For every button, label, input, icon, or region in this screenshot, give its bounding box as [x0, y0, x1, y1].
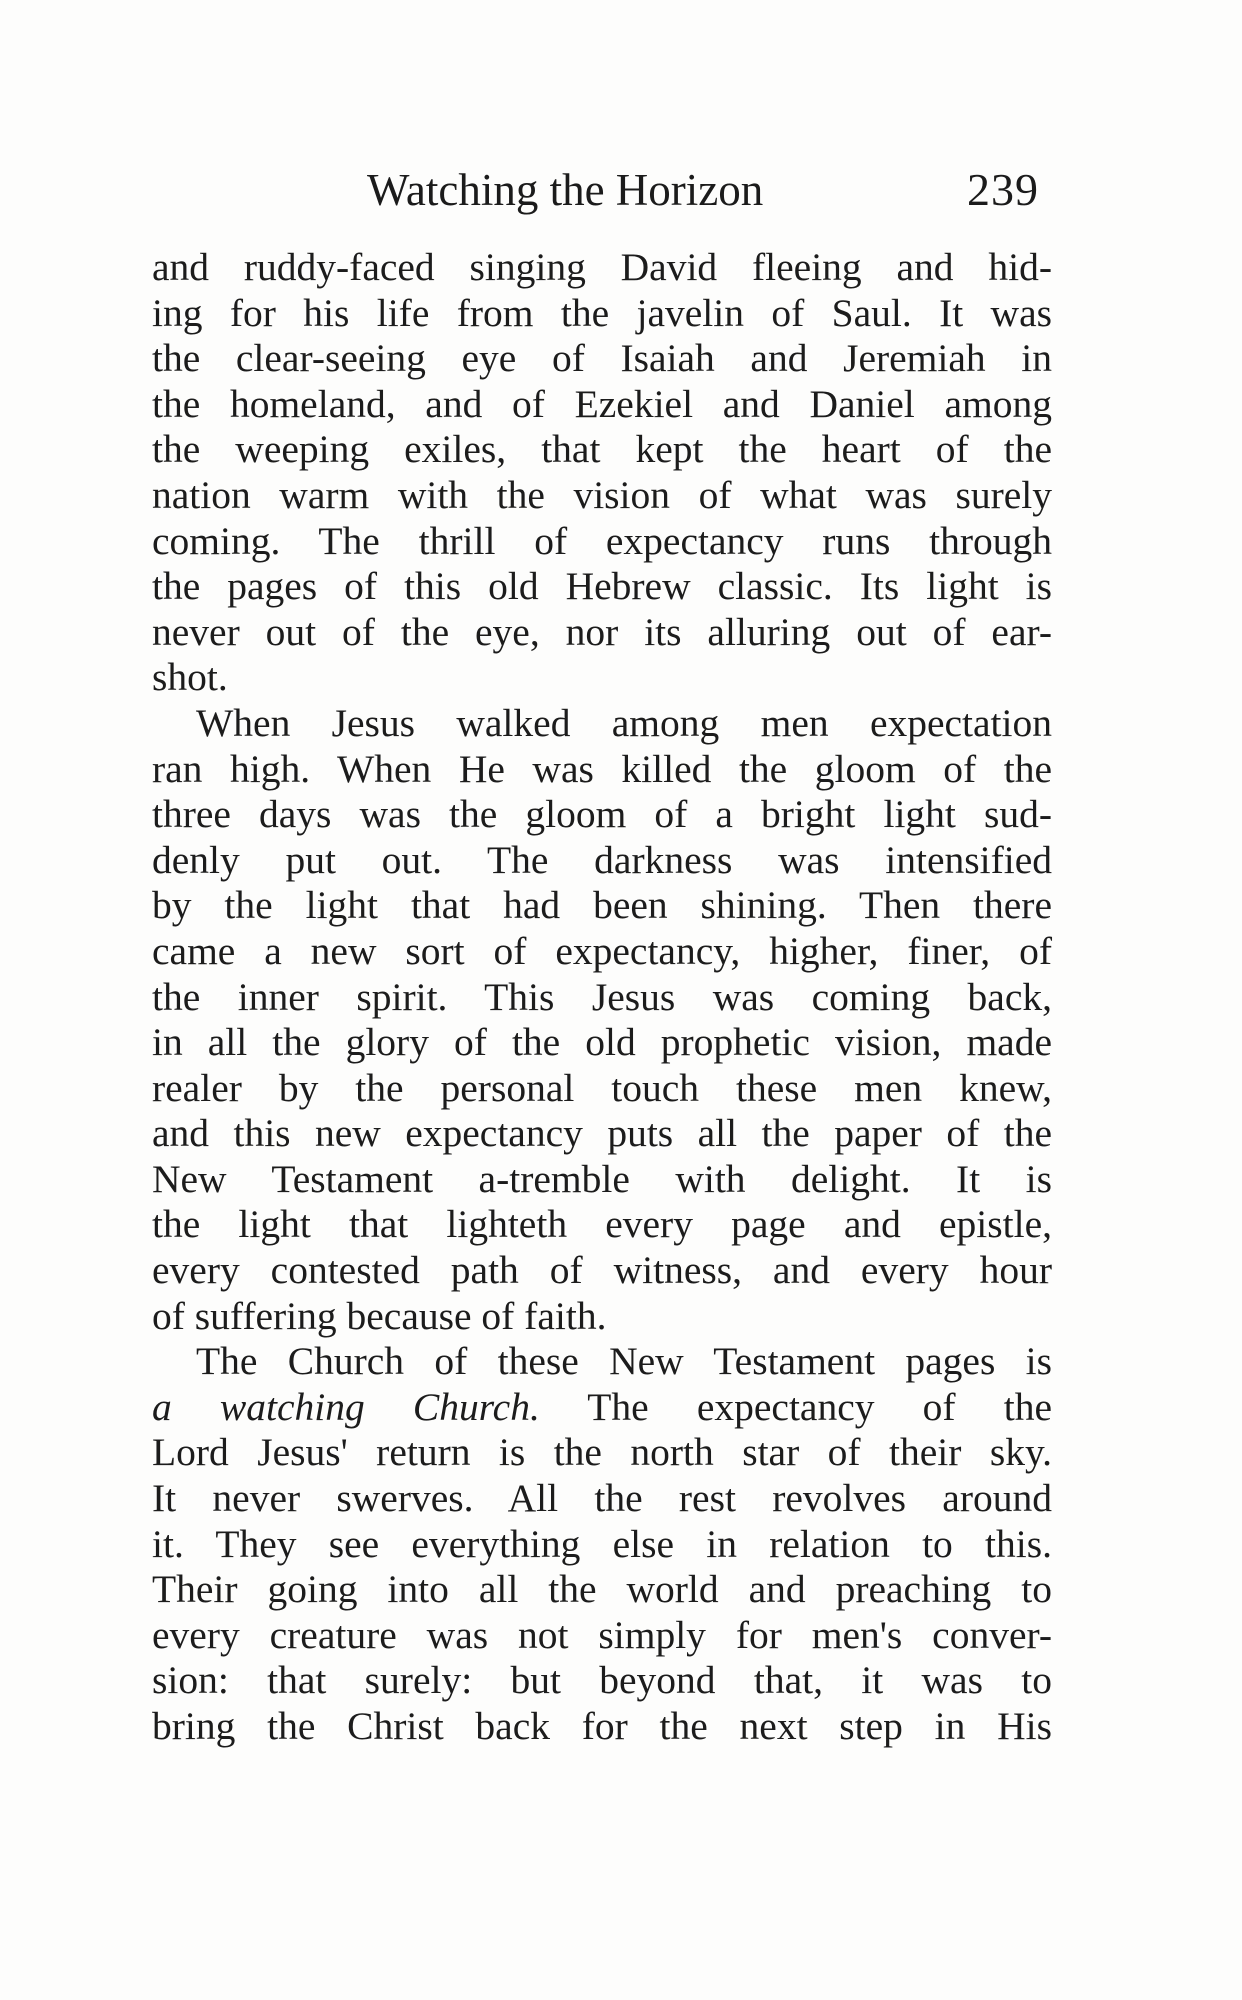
line-text: every contested path of witness, and every hour: [152, 1248, 1052, 1293]
text-line: [152, 1476, 1052, 1522]
line-text: and this new expectancy puts all the paper of the: [152, 1111, 1052, 1156]
line-text: The Church of these New Testament pages is: [196, 1339, 1052, 1384]
text-line: [152, 747, 1052, 793]
text-line: [152, 655, 1052, 701]
line-text: sion: that surely: but beyond that, it was to: [152, 1658, 1052, 1703]
text-line: [152, 1020, 1052, 1066]
line-text: the clear-seeing eye of Isaiah and Jeremiah in: [152, 336, 1052, 381]
line-text: came a new sort of expectancy, higher, finer, of: [152, 928, 1052, 973]
line-text: the homeland, and of Ezekiel and Daniel among: [152, 381, 1052, 426]
line-text: the light that lighteth every page and epistle,: [152, 1202, 1052, 1247]
line-text: by the light that had been shining. Then there: [152, 883, 1052, 928]
text-line: [152, 1658, 1052, 1704]
text-line: [152, 1294, 1052, 1340]
line-text: the pages of this old Hebrew classic. Its light is: [152, 564, 1052, 609]
line-text: coming. The thrill of expectancy runs through: [152, 518, 1052, 563]
line-text: nation warm with the vision of what was surely: [152, 472, 1052, 517]
text-line: [152, 1704, 1052, 1750]
body-text: [152, 245, 1052, 1750]
text-line: [152, 1157, 1052, 1203]
text-line: [152, 427, 1052, 473]
text-line: [152, 610, 1052, 656]
page-number: 239: [967, 164, 1039, 215]
text-line: [152, 1567, 1052, 1613]
running-head: [152, 160, 1052, 220]
text-line: [152, 838, 1052, 884]
line-text: Lord Jesus' return is the north star of their sky.: [152, 1430, 1052, 1475]
line-text: in all the glory of the old prophetic vision, made: [152, 1020, 1052, 1065]
text-line: [152, 336, 1052, 382]
line-text: and ruddy-faced singing David fleeing and hid-: [152, 245, 1052, 289]
text-line: [152, 1339, 1052, 1385]
text-line: [152, 382, 1052, 428]
text-line: [152, 1522, 1052, 1568]
line-text: three days was the gloom of a bright light sud-: [152, 792, 1052, 837]
text-line: [152, 792, 1052, 838]
text-line: [152, 1066, 1052, 1112]
text-line: [152, 245, 1052, 291]
line-text: Their going into all the world and preaching to: [152, 1567, 1052, 1612]
text-line: [152, 519, 1052, 565]
line-text: When Jesus walked among men expectation: [196, 700, 1052, 745]
line-text: ran high. When He was killed the gloom of the: [152, 746, 1052, 791]
running-head-title: Watching the Horizon: [367, 165, 764, 215]
text-line: [152, 1111, 1052, 1157]
text-line: [152, 564, 1052, 610]
line-text: realer by the personal touch these men knew,: [152, 1065, 1052, 1110]
line-text: the inner spirit. This Jesus was coming back,: [152, 974, 1052, 1019]
line-text: of suffering because of faith.: [152, 1293, 607, 1338]
text-line: [152, 1613, 1052, 1659]
text-line: [152, 473, 1052, 519]
text-line: [152, 929, 1052, 975]
text-line: [152, 291, 1052, 337]
line-text: It never swerves. All the rest revolves around: [152, 1476, 1052, 1521]
text-line: [152, 883, 1052, 929]
text-line: [152, 701, 1052, 747]
text-line: [152, 1248, 1052, 1294]
line-text: shot.: [152, 655, 228, 700]
text-line: [152, 1430, 1052, 1476]
line-text: denly put out. The darkness was intensified: [152, 837, 1052, 882]
line-text: The expectancy of the: [539, 1384, 1052, 1429]
line-text: it. They see everything else in relation to this.: [152, 1521, 1052, 1566]
line-text: ing for his life from the javelin of Saul. It was: [152, 290, 1052, 335]
line-text: every creature was not simply for men's conver-: [152, 1612, 1052, 1657]
line-text: bring the Christ back for the next step in His: [152, 1704, 1052, 1748]
line-text: the weeping exiles, that kept the heart of the: [152, 427, 1052, 472]
text-line: [152, 1385, 1052, 1431]
text-line: [152, 1202, 1052, 1248]
line-text: New Testament a-tremble with delight. It is: [152, 1156, 1052, 1201]
text-line: [152, 975, 1052, 1021]
italic-phrase: a watching Church.: [152, 1384, 540, 1429]
line-text: never out of the eye, nor its alluring out of ear-: [152, 609, 1052, 654]
